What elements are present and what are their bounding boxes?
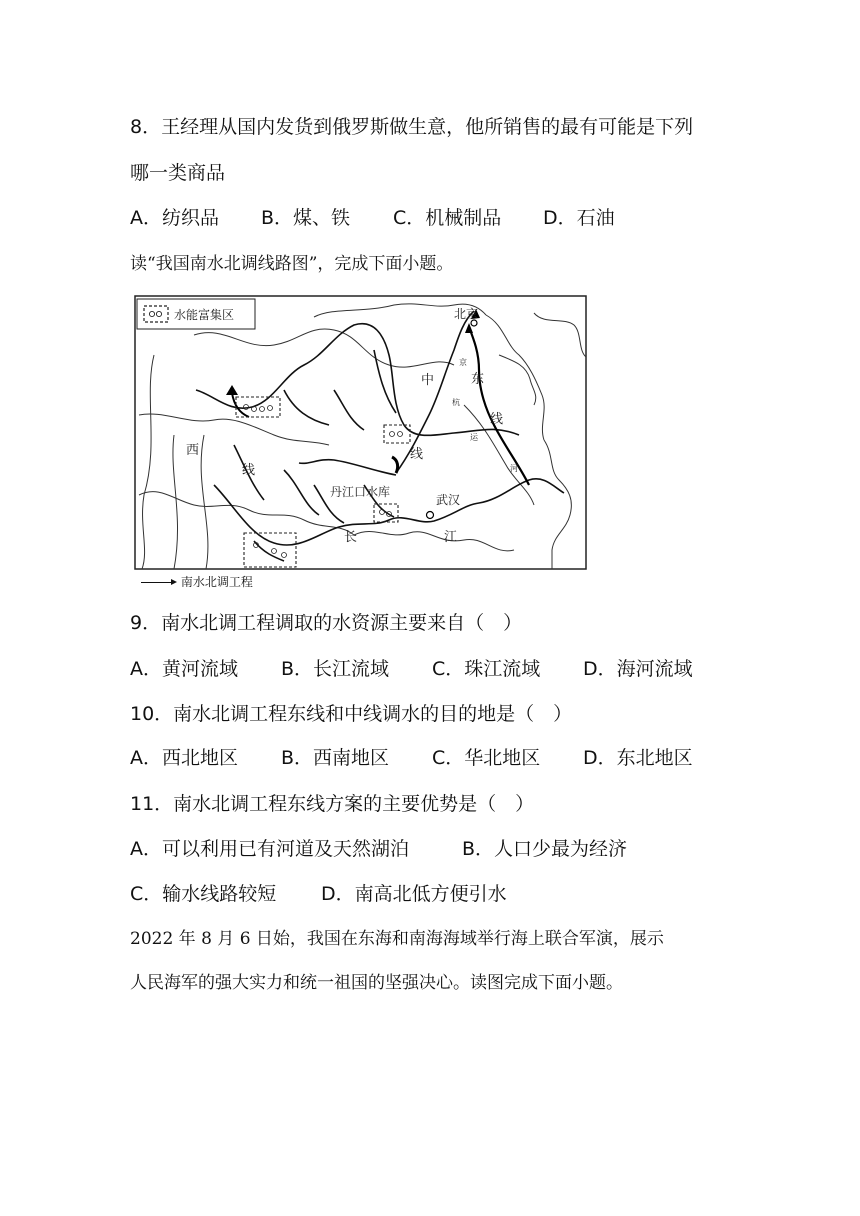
south-north-water-diversion-map [134, 295, 588, 571]
q8-option-c: C．机械制品 [393, 207, 502, 229]
map-intro: 读“我国南水北调线路图”，完成下面小题。 [130, 254, 454, 274]
label-jiang: 江 [444, 530, 458, 545]
q10-options [130, 746, 770, 770]
route-legend-label: 南水北调工程 [180, 575, 253, 589]
wuhan-marker-icon [427, 512, 434, 519]
q10-option-a: A．西北地区 [130, 747, 238, 769]
label-chang: 长 [344, 530, 358, 545]
label-beijing: 北京 [454, 307, 479, 321]
q8-option-b: B．煤、铁 [261, 207, 351, 229]
q9-option-c: C．珠江流域 [432, 658, 541, 680]
q10-stem: 10．南水北调工程东线和中线调水的目的地是（ ） [130, 703, 573, 725]
q11-options-row2 [130, 882, 770, 906]
label-yun: 运 [470, 433, 478, 442]
q8-option-a: A．纺织品 [130, 207, 219, 229]
label-wuhan: 武汉 [436, 493, 461, 507]
q11-options-row1 [130, 837, 770, 861]
q9-option-b: B．长江流域 [281, 658, 390, 680]
q11-option-d: D．南高北低方便引水 [321, 883, 507, 905]
drill-intro-line1: 2022 年 8 月 6 日始，我国在东海和南海海域举行海上联合军演，展示 [130, 929, 664, 949]
label-west-xian: 线 [242, 463, 256, 478]
label-jing: 京 [459, 358, 467, 367]
map-route-legend [141, 574, 253, 590]
label-east-xian: 线 [490, 412, 504, 427]
q10-option-d: D．东北地区 [583, 747, 693, 769]
label-he: 河 [510, 464, 518, 473]
q9-option-d: D．海河流域 [583, 658, 693, 680]
q8-stem-line1: 8．王经理从国内发货到俄罗斯做生意，他所销售的最有可能是下列 [130, 116, 694, 138]
q11-stem: 11．南水北调工程东线方案的主要优势是（ ） [130, 793, 535, 815]
label-dong: 东 [471, 372, 485, 387]
q10-option-b: B．西南地区 [281, 747, 390, 769]
q9-stem: 9．南水北调工程调取的水资源主要来自（ ） [130, 612, 523, 634]
route-arrow-icon [141, 582, 175, 583]
label-xi: 西 [186, 443, 200, 458]
label-zhong: 中 [421, 373, 435, 388]
q11-option-c: C．输水线路较短 [130, 883, 277, 905]
q8-option-d: D．石油 [543, 207, 615, 229]
drill-intro-line2: 人民海军的强大实力和统一祖国的坚强决心。读图完成下面小题。 [130, 973, 623, 993]
label-hang: 杭 [452, 398, 460, 407]
map-frame [135, 296, 586, 569]
legend-box-label: 水能富集区 [174, 308, 235, 322]
q10-option-c: C．华北地区 [432, 747, 541, 769]
q8-options [130, 206, 770, 230]
q8-stem-line2: 哪一类商品 [130, 162, 226, 184]
label-danjiangkou: 丹江口水库 [330, 485, 391, 499]
q11-option-a: A．可以利用已有河道及天然湖泊 [130, 838, 409, 860]
label-mid-xian: 线 [410, 447, 424, 462]
q9-options [130, 657, 770, 681]
q11-option-b: B．人口少最为经济 [462, 838, 628, 860]
q9-option-a: A．黄河流域 [130, 658, 238, 680]
